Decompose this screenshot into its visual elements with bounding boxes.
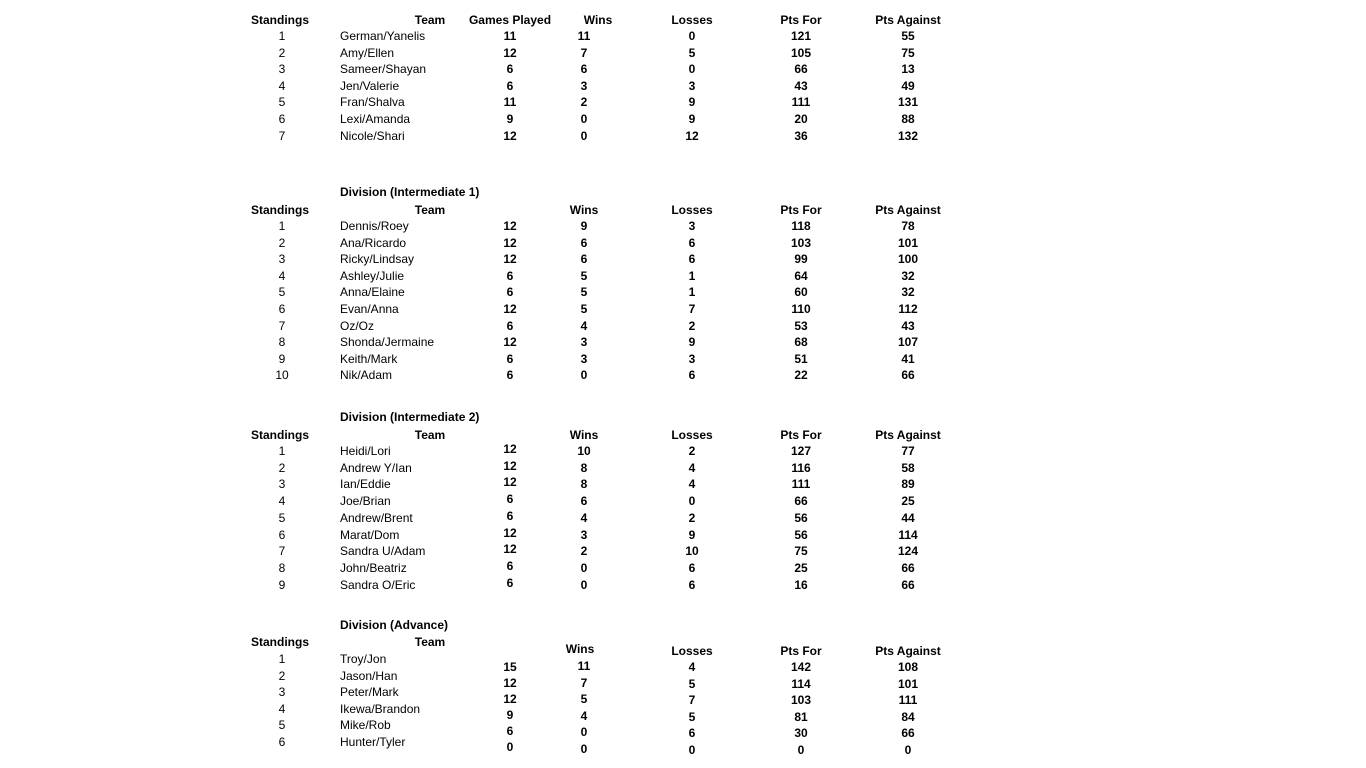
pts-against-cell: 0 [904, 743, 912, 757]
team-cell: Ricky/Lindsay [340, 252, 415, 267]
pts-for-cell: 99 [794, 252, 808, 267]
pts-against-cell: 66 [901, 577, 915, 592]
team-cell: Dennis/Roey [340, 219, 409, 233]
pts-against-cell: 43 [901, 318, 915, 333]
pts-for-header: Pts For [780, 13, 822, 27]
games-played-cell: 6 [506, 368, 514, 383]
losses-cell: 3 [688, 78, 696, 93]
pts-against-header: Pts Against [875, 644, 941, 658]
standing-cell: 7 [278, 318, 286, 333]
pts-against-cell: 32 [901, 285, 915, 300]
wins-cell: 0 [580, 368, 588, 383]
standing-cell: 8 [278, 335, 286, 350]
losses-cell: 4 [688, 660, 696, 674]
pts-against-cell: 55 [901, 29, 915, 43]
standing-cell: 4 [278, 78, 286, 93]
wins-header: Wins [569, 428, 599, 442]
wins-cell: 5 [580, 692, 588, 707]
wins-header: Wins [565, 642, 595, 656]
wins-cell: 11 [577, 659, 591, 673]
wins-cell: 5 [580, 302, 588, 316]
pts-against-cell: 107 [897, 335, 919, 350]
pts-against-cell: 101 [897, 235, 919, 250]
wins-cell: 8 [580, 477, 588, 492]
standing-cell: 5 [278, 510, 286, 525]
wins-cell: 0 [580, 560, 588, 575]
games-played-cell: 9 [506, 112, 514, 126]
losses-cell: 0 [688, 743, 696, 757]
standings-header: Standings [251, 428, 310, 442]
losses-cell: 10 [685, 544, 699, 559]
team-cell: Keith/Mark [340, 351, 398, 366]
standing-cell: 2 [278, 235, 286, 250]
wins-cell: 0 [580, 742, 588, 756]
losses-cell: 9 [688, 112, 696, 126]
team-header: Team [414, 13, 446, 27]
wins-cell: 3 [580, 78, 588, 93]
team-cell: Ana/Ricardo [340, 235, 407, 250]
losses-cell: 6 [688, 235, 696, 250]
standings-header: Standings [251, 203, 310, 217]
pts-for-cell: 66 [794, 62, 808, 77]
games-played-cell: 6 [506, 62, 514, 77]
games-played-cell: 12 [503, 302, 517, 316]
pts-for-header: Pts For [780, 428, 822, 442]
pts-for-cell: 0 [797, 743, 805, 757]
team-cell: Jen/Valerie [340, 78, 400, 93]
pts-against-cell: 66 [901, 726, 915, 741]
wins-cell: 6 [580, 494, 588, 509]
team-header: Team [414, 428, 446, 442]
standing-cell: 2 [278, 45, 286, 60]
games-played-cell: 11 [503, 29, 517, 43]
team-cell: Sandra O/Eric [340, 577, 416, 592]
losses-cell: 1 [688, 285, 696, 300]
pts-for-cell: 103 [790, 235, 812, 250]
pts-for-cell: 105 [790, 45, 812, 60]
wins-cell: 0 [580, 725, 588, 740]
games-played-cell: 12 [503, 252, 517, 267]
wins-cell: 0 [580, 577, 588, 592]
games-played-cell: 12 [503, 458, 517, 473]
standings-header: Standings [251, 13, 310, 27]
pts-for-cell: 22 [794, 368, 808, 383]
pts-for-cell: 56 [794, 527, 808, 542]
team-cell: Ian/Eddie [340, 477, 391, 492]
standing-cell: 4 [278, 701, 286, 716]
wins-cell: 4 [580, 510, 588, 525]
pts-for-cell: 51 [794, 351, 808, 366]
wins-cell: 5 [580, 268, 588, 283]
pts-against-cell: 78 [901, 219, 915, 233]
games-played-cell: 6 [506, 492, 514, 507]
pts-against-cell: 101 [897, 676, 919, 691]
losses-cell: 6 [688, 560, 696, 575]
pts-for-cell: 116 [791, 460, 811, 475]
games-played-cell: 15 [503, 660, 517, 674]
pts-for-cell: 60 [794, 285, 808, 300]
team-cell: Nicole/Shari [340, 128, 405, 143]
team-cell: Shonda/Jermaine [340, 335, 435, 350]
games-played-header: Games Played [468, 13, 552, 27]
wins-header: Wins [569, 203, 599, 217]
wins-cell: 3 [580, 351, 588, 366]
standing-cell: 10 [275, 368, 289, 383]
losses-cell: 0 [688, 62, 696, 77]
pts-against-cell: 32 [901, 268, 915, 283]
team-cell: Andrew Y/Ian [340, 460, 412, 475]
pts-for-cell: 111 [791, 95, 811, 110]
games-played-cell: 6 [506, 318, 514, 333]
pts-for-cell: 25 [794, 560, 808, 575]
standing-cell: 1 [278, 652, 286, 666]
wins-cell: 2 [580, 544, 588, 559]
pts-against-cell: 44 [901, 510, 915, 525]
pts-against-cell: 66 [901, 560, 915, 575]
losses-cell: 3 [688, 219, 696, 233]
wins-cell: 0 [580, 112, 588, 126]
standing-cell: 6 [278, 302, 286, 316]
losses-cell: 9 [688, 95, 696, 110]
standing-cell: 1 [278, 29, 286, 43]
pts-against-cell: 89 [901, 477, 915, 492]
team-cell: John/Beatriz [340, 560, 407, 575]
team-cell: Ikewa/Brandon [340, 701, 421, 716]
pts-for-cell: 66 [794, 494, 808, 509]
team-header: Team [414, 635, 446, 649]
losses-cell: 5 [688, 709, 696, 724]
pts-for-header: Pts For [780, 644, 822, 658]
wins-cell: 4 [580, 318, 588, 333]
team-cell: Sandra U/Adam [340, 544, 426, 559]
losses-header: Losses [671, 644, 713, 658]
division-title: Division (Advance) [340, 618, 449, 632]
team-cell: Andrew/Brent [340, 510, 413, 525]
games-played-cell: 12 [503, 235, 517, 250]
losses-cell: 6 [688, 368, 696, 383]
wins-cell: 6 [580, 235, 588, 250]
team-cell: Joe/Brian [340, 494, 391, 509]
pts-against-cell: 88 [901, 112, 915, 126]
losses-cell: 2 [688, 510, 696, 525]
team-cell: Oz/Oz [340, 318, 375, 333]
losses-cell: 4 [688, 460, 696, 475]
pts-for-cell: 127 [790, 444, 812, 458]
wins-cell: 3 [580, 527, 588, 542]
games-played-cell: 6 [506, 268, 514, 283]
losses-cell: 9 [688, 527, 696, 542]
pts-against-cell: 77 [901, 444, 915, 458]
pts-for-cell: 81 [794, 709, 808, 724]
losses-cell: 7 [688, 693, 696, 708]
team-cell: Peter/Mark [340, 685, 399, 700]
standings-header: Standings [251, 635, 310, 649]
games-played-cell: 12 [503, 219, 517, 233]
losses-cell: 3 [688, 351, 696, 366]
losses-header: Losses [671, 428, 713, 442]
standing-cell: 9 [278, 351, 286, 366]
pts-for-cell: 75 [794, 544, 808, 559]
games-played-cell: 6 [506, 575, 514, 590]
pts-against-cell: 58 [901, 460, 915, 475]
standing-cell: 3 [278, 685, 286, 700]
pts-for-cell: 20 [794, 112, 808, 126]
pts-for-cell: 114 [791, 676, 811, 691]
games-played-cell: 12 [503, 525, 517, 540]
wins-cell: 6 [580, 252, 588, 267]
pts-for-cell: 142 [790, 660, 812, 674]
losses-header: Losses [671, 13, 713, 27]
standing-cell: 4 [278, 494, 286, 509]
games-played-cell: 9 [506, 708, 514, 722]
wins-cell: 11 [577, 29, 591, 43]
division-title: Division (Intermediate 2) [340, 410, 480, 424]
games-played-cell: 6 [506, 285, 514, 300]
wins-cell: 0 [580, 128, 588, 143]
team-cell: German/Yanelis [340, 29, 426, 43]
pts-against-cell: 84 [901, 709, 915, 724]
losses-cell: 6 [688, 726, 696, 741]
pts-against-cell: 41 [901, 351, 915, 366]
losses-header: Losses [671, 203, 713, 217]
pts-for-cell: 16 [794, 577, 808, 592]
team-cell: Heidi/Lori [340, 444, 391, 458]
pts-against-cell: 131 [897, 95, 919, 110]
team-cell: Evan/Anna [340, 302, 399, 316]
standing-cell: 2 [278, 668, 286, 683]
games-played-cell: 12 [503, 335, 517, 350]
wins-cell: 7 [580, 45, 588, 60]
games-played-cell: 12 [503, 676, 517, 690]
games-played-cell: 6 [506, 78, 514, 93]
standing-cell: 9 [278, 577, 286, 592]
losses-cell: 12 [685, 128, 699, 143]
pts-against-cell: 49 [901, 78, 915, 93]
losses-cell: 5 [688, 45, 696, 60]
pts-against-header: Pts Against [875, 13, 941, 27]
team-cell: Lexi/Amanda [340, 112, 411, 126]
pts-for-cell: 121 [790, 29, 812, 43]
games-played-cell: 6 [506, 724, 514, 738]
losses-cell: 7 [688, 302, 696, 316]
games-played-cell: 6 [506, 558, 514, 573]
pts-against-cell: 25 [901, 494, 915, 509]
pts-against-cell: 114 [898, 527, 918, 542]
games-played-cell: 12 [503, 475, 517, 490]
standing-cell: 5 [278, 95, 286, 110]
standing-cell: 7 [278, 544, 286, 559]
losses-cell: 2 [688, 444, 696, 458]
wins-cell: 2 [580, 95, 588, 110]
wins-cell: 8 [580, 460, 588, 475]
games-played-cell: 12 [503, 442, 517, 456]
pts-against-cell: 108 [897, 660, 919, 674]
pts-against-cell: 100 [897, 252, 919, 267]
losses-cell: 2 [688, 318, 696, 333]
wins-cell: 9 [580, 219, 588, 233]
standing-cell: 1 [278, 219, 286, 233]
team-cell: Amy/Ellen [340, 45, 395, 60]
pts-against-cell: 13 [901, 62, 915, 77]
games-played-cell: 12 [503, 692, 517, 706]
team-cell: Sameer/Shayan [340, 62, 427, 77]
pts-against-cell: 66 [901, 368, 915, 383]
wins-cell: 4 [580, 708, 588, 723]
losses-cell: 0 [688, 29, 696, 43]
pts-against-header: Pts Against [875, 203, 941, 217]
standing-cell: 1 [278, 444, 286, 458]
standing-cell: 5 [278, 718, 286, 733]
losses-cell: 5 [688, 676, 696, 691]
games-played-cell: 12 [503, 45, 517, 60]
standing-cell: 3 [278, 252, 286, 267]
standing-cell: 6 [278, 527, 286, 542]
losses-cell: 6 [688, 252, 696, 267]
team-cell: Fran/Shalva [340, 95, 405, 110]
pts-for-cell: 103 [790, 693, 812, 708]
pts-for-header: Pts For [780, 203, 822, 217]
team-cell: Ashley/Julie [340, 268, 405, 283]
games-played-cell: 0 [506, 740, 514, 754]
standing-cell: 8 [278, 560, 286, 575]
wins-cell: 6 [580, 62, 588, 77]
pts-against-cell: 132 [897, 128, 919, 143]
games-played-cell: 6 [506, 508, 514, 523]
wins-cell: 7 [580, 675, 588, 690]
standing-cell: 5 [278, 285, 286, 300]
standing-cell: 4 [278, 268, 286, 283]
team-cell: Anna/Elaine [340, 285, 405, 300]
games-played-cell: 12 [503, 542, 517, 557]
standing-cell: 3 [278, 477, 286, 492]
wins-header: Wins [583, 13, 613, 27]
losses-cell: 0 [688, 494, 696, 509]
pts-for-cell: 110 [791, 302, 811, 316]
team-cell: Jason/Han [340, 668, 398, 683]
team-cell: Hunter/Tyler [340, 735, 406, 749]
pts-for-cell: 111 [791, 477, 811, 492]
team-cell: Troy/Jon [340, 652, 387, 666]
team-cell: Mike/Rob [340, 718, 391, 733]
pts-for-cell: 118 [791, 219, 811, 233]
team-header: Team [414, 203, 446, 217]
division-title: Division (Intermediate 1) [340, 185, 480, 199]
pts-against-cell: 112 [898, 302, 918, 316]
wins-cell: 10 [577, 444, 591, 458]
pts-for-cell: 36 [794, 128, 808, 143]
pts-for-cell: 68 [794, 335, 808, 350]
standing-cell: 3 [278, 62, 286, 77]
losses-cell: 4 [688, 477, 696, 492]
games-played-cell: 11 [503, 95, 517, 110]
losses-cell: 6 [688, 577, 696, 592]
standing-cell: 2 [278, 460, 286, 475]
losses-cell: 9 [688, 335, 696, 350]
pts-against-cell: 124 [897, 544, 919, 559]
pts-against-header: Pts Against [875, 428, 941, 442]
pts-for-cell: 30 [794, 726, 808, 741]
wins-cell: 3 [580, 335, 588, 350]
games-played-cell: 12 [503, 128, 517, 143]
team-cell: Nik/Adam [340, 368, 393, 383]
losses-cell: 1 [688, 268, 696, 283]
pts-for-cell: 53 [794, 318, 808, 333]
pts-against-cell: 111 [898, 693, 918, 708]
pts-for-cell: 64 [794, 268, 808, 283]
team-cell: Marat/Dom [340, 527, 400, 542]
standing-cell: 6 [278, 112, 286, 126]
games-played-cell: 6 [506, 351, 514, 366]
pts-against-cell: 75 [901, 45, 915, 60]
wins-cell: 5 [580, 285, 588, 300]
standing-cell: 6 [278, 735, 286, 749]
standing-cell: 7 [278, 128, 286, 143]
pts-for-cell: 43 [794, 78, 808, 93]
pts-for-cell: 56 [794, 510, 808, 525]
